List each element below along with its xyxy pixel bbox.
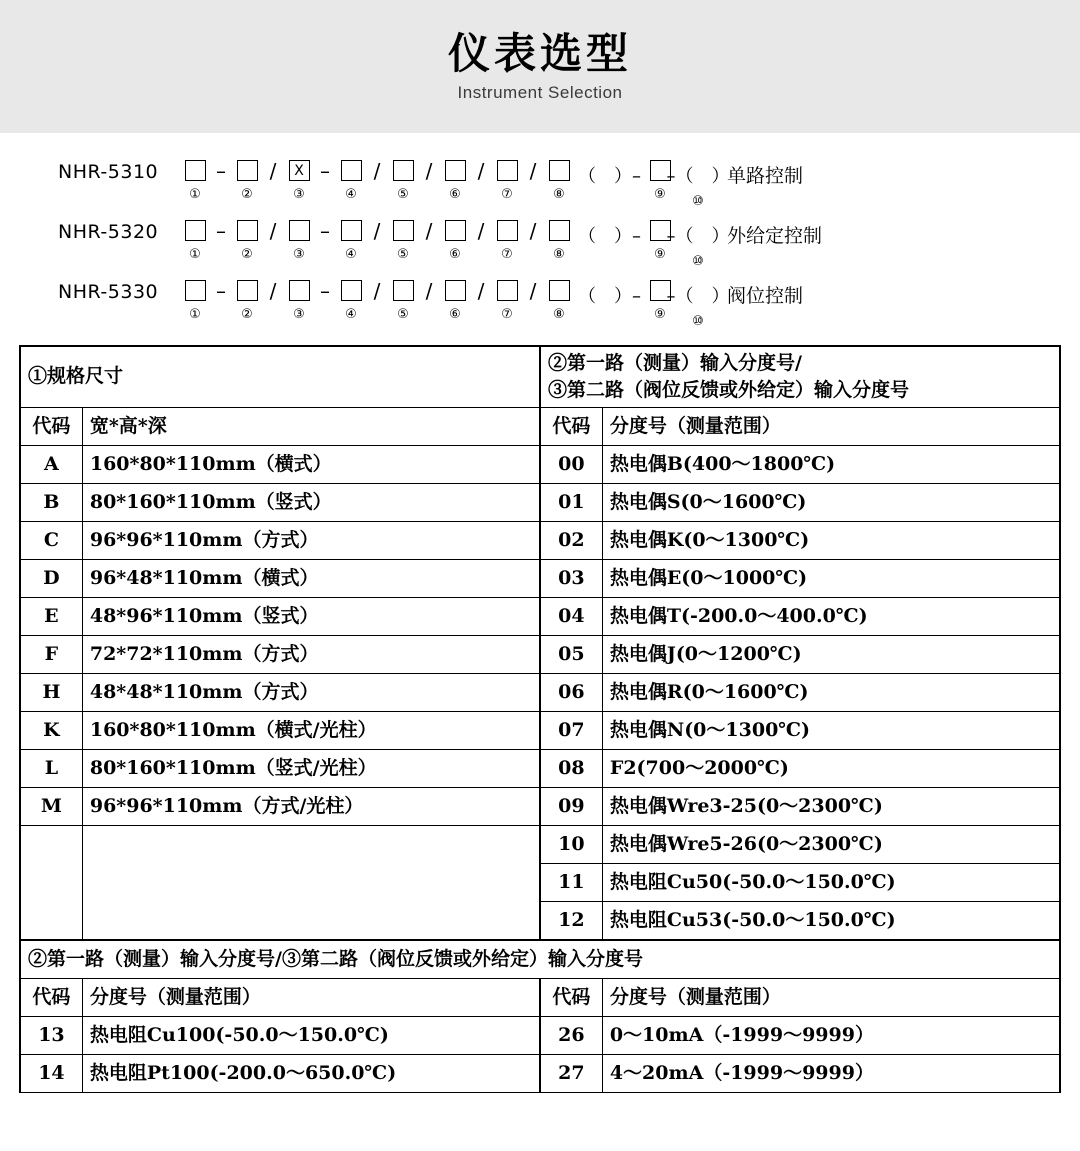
code-slot-number: ⑦ <box>501 247 513 262</box>
code-box[interactable] <box>237 220 258 241</box>
size-desc: 48*96*110mm（竖式） <box>82 597 540 635</box>
input-code: 04 <box>540 597 602 635</box>
code-slot <box>436 155 474 202</box>
code-box[interactable] <box>549 280 570 301</box>
code-slot-number: ⑨ <box>654 307 666 322</box>
separator-dash: – <box>216 279 226 303</box>
code-box[interactable] <box>393 280 414 301</box>
code-slot <box>436 275 474 322</box>
code-slots <box>176 155 803 209</box>
col-header-code-left: 代码 <box>20 978 82 1016</box>
code-slot-number: ⑦ <box>501 187 513 202</box>
input-code: 00 <box>540 445 602 483</box>
model-code-diagram <box>0 133 1080 341</box>
code-box[interactable] <box>445 160 466 181</box>
section-header-input <box>540 346 1060 407</box>
section-header-size: ①规格尺寸 <box>20 346 540 407</box>
input-code: 02 <box>540 521 602 559</box>
table-header-row <box>20 346 1060 407</box>
code-box[interactable] <box>185 160 206 181</box>
separator-slash: / <box>477 159 485 183</box>
separator-slash: / <box>529 219 537 243</box>
page-subtitle: Instrument Selection <box>457 82 623 102</box>
size-code: H <box>20 673 82 711</box>
code-slot-number: ⑤ <box>397 247 409 262</box>
separator-slash: / <box>373 159 381 183</box>
input-code: 27 <box>540 1054 602 1092</box>
code-box[interactable] <box>549 160 570 181</box>
input-desc: 热电偶R(0～1600℃) <box>602 673 1060 711</box>
size-code: K <box>20 711 82 749</box>
input-desc: 4～20mA（-1999～9999） <box>602 1054 1060 1092</box>
code-slot <box>176 155 214 202</box>
model-name: NHR-5310 <box>58 161 159 183</box>
code-box[interactable] <box>393 220 414 241</box>
code-slot <box>666 155 730 209</box>
code-slot <box>332 155 370 202</box>
size-desc: 96*48*110mm（横式） <box>82 559 540 597</box>
input-code: 26 <box>540 1016 602 1054</box>
code-slot-number: ② <box>241 247 253 262</box>
code-slot <box>540 215 578 262</box>
code-slot-number: ③ <box>293 187 305 202</box>
table-row <box>20 711 1060 749</box>
code-slot-number: ⑨ <box>654 247 666 262</box>
size-code <box>20 863 82 901</box>
input-code: 12 <box>540 901 602 939</box>
code-slot-number: ⑩ <box>692 194 704 209</box>
input-code: 09 <box>540 787 602 825</box>
code-slot <box>176 215 214 262</box>
code-box[interactable] <box>497 220 518 241</box>
code-box[interactable] <box>393 160 414 181</box>
input-desc: F2(700～2000℃) <box>602 749 1060 787</box>
code-slot <box>436 215 474 262</box>
code-row <box>0 155 1080 209</box>
code-box[interactable] <box>185 280 206 301</box>
separator-slash: / <box>373 279 381 303</box>
code-slot-number: ① <box>189 247 201 262</box>
table-header-row <box>20 940 1060 979</box>
paren-group: （ ）– <box>578 166 641 187</box>
size-code: F <box>20 635 82 673</box>
table-column-header-row <box>20 407 1060 445</box>
code-box[interactable] <box>497 160 518 181</box>
code-slot-number: ⑨ <box>654 187 666 202</box>
size-code: M <box>20 787 82 825</box>
code-slot <box>176 275 214 322</box>
code-slot-number: ③ <box>293 307 305 322</box>
col-header-desc-left: 分度号（测量范围） <box>82 978 540 1016</box>
input-code: 03 <box>540 559 602 597</box>
input-desc: 热电偶Wre5-26(0～2300℃) <box>602 825 1060 863</box>
table-row <box>20 825 1060 863</box>
code-box[interactable] <box>341 280 362 301</box>
size-code: L <box>20 749 82 787</box>
col-header-code-right: 代码 <box>540 978 602 1016</box>
code-slot <box>384 155 422 202</box>
code-slot <box>280 215 318 262</box>
code-slot-number: ⑦ <box>501 307 513 322</box>
model-name: NHR-5320 <box>58 221 159 243</box>
col-header-desc-right: 分度号（测量范围） <box>602 978 1060 1016</box>
size-code <box>20 901 82 939</box>
code-slot-number: ⑩ <box>692 314 704 329</box>
code-box[interactable] <box>445 280 466 301</box>
section-header-line2: ③第二路（阀位反馈或外给定）输入分度号 <box>547 378 909 401</box>
code-line-label: 外给定控制 <box>727 225 823 247</box>
code-slot-number: ② <box>241 307 253 322</box>
code-slot <box>384 215 422 262</box>
table-row <box>20 673 1060 711</box>
input-code: 08 <box>540 749 602 787</box>
page-header <box>0 0 1080 133</box>
code-slot-number: ⑧ <box>553 187 565 202</box>
col-header-code-left: 代码 <box>20 407 82 445</box>
size-desc: 80*160*110mm（竖式） <box>82 483 540 521</box>
code-line-label: 单路控制 <box>727 165 804 187</box>
input-desc: 热电偶T(-200.0～400.0℃) <box>602 597 1060 635</box>
code-slot-number: ① <box>189 187 201 202</box>
table-row <box>20 749 1060 787</box>
size-desc: 80*160*110mm（竖式/光柱） <box>82 749 540 787</box>
code-slot <box>332 215 370 262</box>
code-slot-number: ⑥ <box>449 247 461 262</box>
size-code: B <box>20 483 82 521</box>
table-row <box>20 635 1060 673</box>
code-slot-number: ⑧ <box>553 307 565 322</box>
code-box[interactable] <box>289 220 310 241</box>
size-desc <box>82 863 540 901</box>
table-row <box>20 787 1060 825</box>
code-slot-number: ⑤ <box>397 187 409 202</box>
separator-dash: – <box>320 279 330 303</box>
section-header-input-2: ②第一路（测量）输入分度号/③第二路（阀位反馈或外给定）输入分度号 <box>20 940 1060 979</box>
size-desc: 160*80*110mm（横式） <box>82 445 540 483</box>
separator-dash: – <box>320 159 330 183</box>
code-slot <box>228 155 266 202</box>
size-desc: 96*96*110mm（方式） <box>82 521 540 559</box>
col-header-desc-left: 宽*高*深 <box>82 407 540 445</box>
input-desc: 热电偶E(0～1000℃) <box>602 559 1060 597</box>
spec-table-2 <box>19 939 1061 1093</box>
code-slot <box>228 215 266 262</box>
code-slot-number: ④ <box>345 187 357 202</box>
code-slot-number: ⑧ <box>553 247 565 262</box>
code-slot <box>666 215 730 269</box>
code-slot <box>488 155 526 202</box>
spec-table-1 <box>19 345 1061 940</box>
input-code: 07 <box>540 711 602 749</box>
table-row <box>20 445 1060 483</box>
size-code: A <box>20 445 82 483</box>
separator-slash: / <box>425 219 433 243</box>
code-box[interactable] <box>341 160 362 181</box>
size-code: D <box>20 559 82 597</box>
input-code: 10 <box>540 825 602 863</box>
code-slot-number: ⑥ <box>449 307 461 322</box>
separator-slash: / <box>425 279 433 303</box>
size-desc <box>82 901 540 939</box>
table-column-header-row <box>20 978 1060 1016</box>
separator-slash: / <box>269 159 277 183</box>
size-code: C <box>20 521 82 559</box>
separator-dash: – <box>216 219 226 243</box>
code-slot-number: ⑥ <box>449 187 461 202</box>
input-desc: 热电阻Cu50(-50.0～150.0℃) <box>602 863 1060 901</box>
code-slots <box>176 275 803 329</box>
input-desc: 热电阻Pt100(-200.0～650.0℃) <box>82 1054 540 1092</box>
page-title: 仪表选型 <box>447 29 632 79</box>
input-desc: 热电偶B(400～1800℃) <box>602 445 1060 483</box>
code-slot-number: ⑤ <box>397 307 409 322</box>
separator-slash: / <box>529 159 537 183</box>
paren-group: （ ）– <box>578 226 641 247</box>
separator-slash: / <box>425 159 433 183</box>
size-desc: 160*80*110mm（横式/光柱） <box>82 711 540 749</box>
size-desc <box>82 825 540 863</box>
model-name: NHR-5330 <box>58 281 159 303</box>
code-slot <box>280 275 318 322</box>
table-row <box>20 901 1060 939</box>
code-slot-number: ② <box>241 187 253 202</box>
code-box[interactable] <box>237 160 258 181</box>
code-slot <box>666 275 730 329</box>
code-slots <box>176 215 822 269</box>
code-row <box>0 275 1080 329</box>
size-desc: 96*96*110mm（方式/光柱） <box>82 787 540 825</box>
code-slot <box>540 155 578 202</box>
input-desc: 0～10mA（-1999～9999） <box>602 1016 1060 1054</box>
paren-group: –（ ） <box>666 286 730 307</box>
code-row <box>0 215 1080 269</box>
paren-group: （ ）– <box>578 286 641 307</box>
separator-slash: / <box>373 219 381 243</box>
table-row <box>20 521 1060 559</box>
code-box[interactable] <box>549 220 570 241</box>
code-box[interactable] <box>237 280 258 301</box>
section-header-line1: ②第一路（测量）输入分度号/ <box>547 352 802 374</box>
code-slot <box>332 275 370 322</box>
input-desc: 热电偶N(0～1300℃) <box>602 711 1060 749</box>
table-row <box>20 1054 1060 1092</box>
separator-slash: / <box>269 279 277 303</box>
table-row <box>20 559 1060 597</box>
code-box[interactable] <box>289 280 310 301</box>
code-slot-number: ③ <box>293 247 305 262</box>
size-desc: 48*48*110mm（方式） <box>82 673 540 711</box>
input-code: 13 <box>20 1016 82 1054</box>
code-slot-number: ④ <box>345 247 357 262</box>
input-code: 11 <box>540 863 602 901</box>
input-desc: 热电偶S(0～1600℃) <box>602 483 1060 521</box>
table-row <box>20 1016 1060 1054</box>
code-slot <box>540 275 578 322</box>
input-desc: 热电阻Cu53(-50.0～150.0℃) <box>602 901 1060 939</box>
size-code <box>20 825 82 863</box>
code-box[interactable] <box>497 280 518 301</box>
code-slot-number: ⑩ <box>692 254 704 269</box>
col-header-code-right: 代码 <box>540 407 602 445</box>
code-slot <box>280 155 318 202</box>
paren-group: –（ ） <box>666 166 730 187</box>
code-box[interactable] <box>185 220 206 241</box>
table-row <box>20 597 1060 635</box>
table-row <box>20 863 1060 901</box>
separator-slash: / <box>477 279 485 303</box>
input-code: 01 <box>540 483 602 521</box>
input-desc: 热电偶J(0～1200℃) <box>602 635 1060 673</box>
col-header-desc-right: 分度号（测量范围） <box>602 407 1060 445</box>
size-desc: 72*72*110mm（方式） <box>82 635 540 673</box>
input-desc: 热电偶K(0～1300℃) <box>602 521 1060 559</box>
code-slot <box>488 215 526 262</box>
code-line-label: 阀位控制 <box>727 285 804 307</box>
code-slot-number: ① <box>189 307 201 322</box>
separator-slash: / <box>269 219 277 243</box>
separator-dash: – <box>216 159 226 183</box>
code-slot <box>488 275 526 322</box>
input-code: 14 <box>20 1054 82 1092</box>
code-box[interactable] <box>341 220 362 241</box>
code-slot <box>228 275 266 322</box>
input-code: 06 <box>540 673 602 711</box>
input-code: 05 <box>540 635 602 673</box>
separator-slash: / <box>477 219 485 243</box>
input-desc: 热电阻Cu100(-50.0～150.0℃) <box>82 1016 540 1054</box>
separator-dash: – <box>320 219 330 243</box>
code-box[interactable] <box>445 220 466 241</box>
code-slot-number: ④ <box>345 307 357 322</box>
paren-group: –（ ） <box>666 226 730 247</box>
code-box[interactable]: X <box>289 160 310 181</box>
input-desc: 热电偶Wre3-25(0～2300℃) <box>602 787 1060 825</box>
table-row <box>20 483 1060 521</box>
code-slot <box>384 275 422 322</box>
size-code: E <box>20 597 82 635</box>
separator-slash: / <box>529 279 537 303</box>
